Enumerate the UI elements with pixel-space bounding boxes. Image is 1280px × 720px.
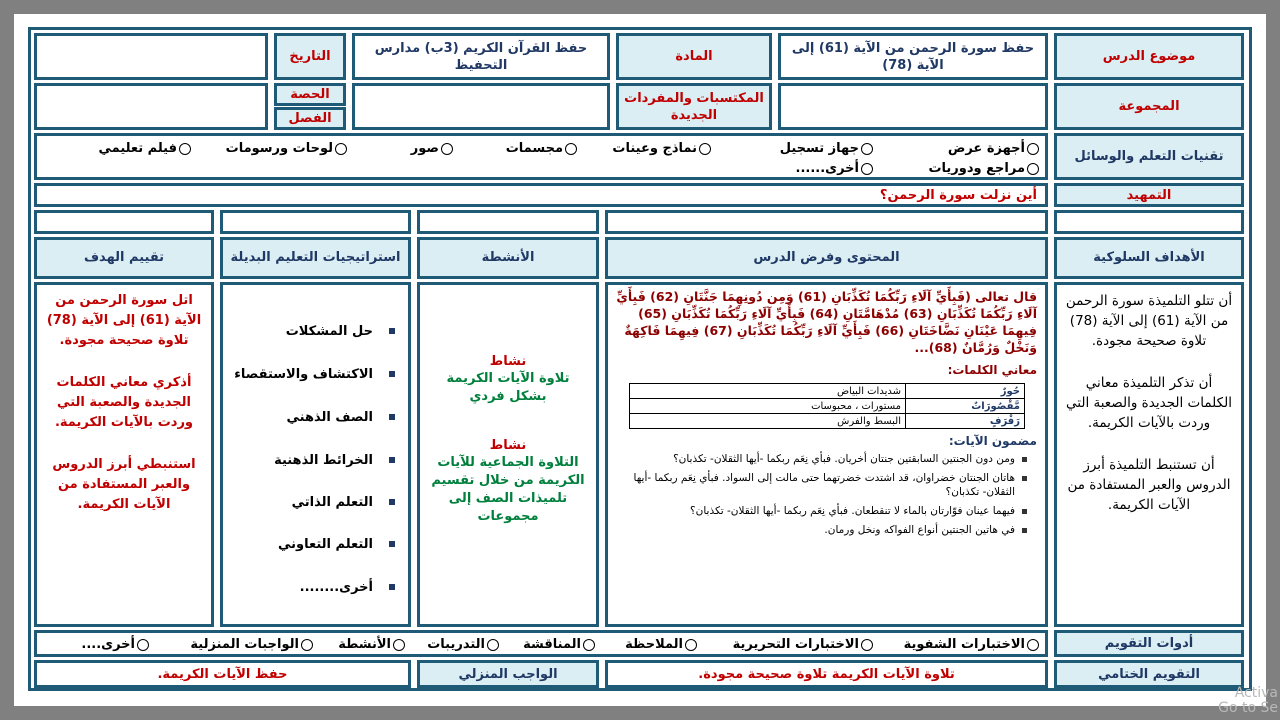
radio-icon[interactable] [179, 143, 191, 155]
bullet-icon [389, 371, 395, 377]
blank-cell [1054, 210, 1244, 234]
word-meanings-table [629, 383, 1025, 429]
radio-icon[interactable] [487, 639, 499, 651]
vocab-value [352, 83, 610, 130]
radio-icon[interactable] [441, 143, 453, 155]
word-cell: مَّقْصُورَاتٌ [906, 399, 1025, 414]
blank-cell [220, 210, 411, 234]
activities-cell [417, 282, 599, 627]
tools-label: تقنيات التعلم والوسائل [1054, 133, 1244, 180]
watermark-line: Go to Se [1218, 700, 1278, 716]
meanings-label: معاني الكلمات: [947, 363, 1037, 377]
assessment-option-written[interactable]: الاختبارات التحريرية [733, 636, 873, 653]
list-item: الصف الذهني [287, 409, 373, 426]
bullet-icon [389, 541, 395, 547]
list-item: هاتان الجنتان خضراوان، قد اشتدت خضرتهما حتى مالت إلى السواد. فبأي نِعَم ربكما -أيها الثقلان- تكذبان؟ [616, 471, 1029, 499]
tool-option-images[interactable]: صور [411, 140, 453, 157]
radio-icon[interactable] [393, 639, 405, 651]
intro-question: أين نزلت سورة الرحمن؟ [34, 183, 1048, 207]
radio-icon[interactable] [861, 639, 873, 651]
evaluation-item: استنبطي أبرز الدروس والعبر المستفادة من الآيات الكريمة. [52, 457, 196, 512]
blank-cell [605, 210, 1048, 234]
homework-value: حفظ الآيات الكريمة. [34, 660, 411, 688]
themes-label: مضمون الآيات: [948, 434, 1037, 448]
header-content: المحتوى وفرض الدرس [605, 237, 1048, 279]
meaning-cell: شديدات البياض [630, 384, 906, 399]
assessment-tools-label: أدوات التقويم [1054, 630, 1244, 657]
assessment-option-discussion[interactable]: المناقشة [523, 636, 595, 653]
tool-option-boards[interactable]: لوحات ورسومات [226, 140, 347, 157]
radio-icon[interactable] [301, 639, 313, 651]
blank-cell [34, 210, 214, 234]
content-cell [605, 282, 1048, 627]
bullet-icon [389, 584, 395, 590]
header-objectives: الأهداف السلوكية [1054, 237, 1244, 279]
period-label: الحصة [274, 83, 346, 106]
header-activities: الأنشطة [417, 237, 599, 279]
bullet-icon [389, 328, 395, 334]
final-evaluation-value: تلاوة الآيات الكريمة تلاوة صحيحة مجودة. [605, 660, 1048, 688]
activity-title: نشاط [489, 438, 527, 453]
group-value [778, 83, 1048, 130]
tool-option-projectors[interactable]: أجهزة عرض [948, 140, 1039, 157]
group-label: المجموعة [1054, 83, 1244, 130]
list-item: حل المشكلات [286, 323, 373, 340]
list-item: فيهما عينان فوّارتان بالماء لا تنقطعان. فبأي نِعَم ربكما -أيها الثقلان- تكذبان؟ [616, 504, 1029, 518]
assessment-tools-options [34, 630, 1048, 657]
radio-icon[interactable] [565, 143, 577, 155]
activity-text: تلاوة الآيات الكريمة بشكل فردي [446, 371, 570, 404]
tool-option-solids[interactable]: مجسمات [506, 140, 577, 157]
radio-icon[interactable] [685, 639, 697, 651]
radio-icon[interactable] [861, 143, 873, 155]
activity-title: نشاط [489, 354, 527, 369]
tool-option-other[interactable]: أخرى...... [796, 160, 873, 177]
blank-cell [417, 210, 599, 234]
bullet-icon [389, 457, 395, 463]
tools-options [34, 133, 1048, 180]
evaluation-item: أذكري معاني الكلمات الجديدة والصعبة التي وردت بالآيات الكريمة. [54, 375, 194, 430]
activity-text: التلاوة الجماعية للآيات الكريمة من خلال تقسيم تلميذات الصف إلى مجموعات [431, 455, 585, 524]
list-item: التعلم الذاتي [292, 494, 373, 511]
verses-text: قال تعالى (فَبِأَيِّ آلَاءِ رَبِّكُمَا تُكَذِّبَانِ (61) وَمِن دُونِهِمَا جَنَّتَانِ (62) فَبِأَيِّ آلَاءِ رَبِّكُمَا تُكَذِّبَانِ (63) مُدْهَامَّتَانِ (64) فَبِأَيِّ آلَاءِ رَبِّكُمَا تُكَذِّبَانِ (65) فِيهِمَا عَيْنَانِ نَضَّاخَتَانِ (66) فَبِأَيِّ آلَاءِ رَبِّكُمَا تُكَذِّبَانِ (67) فِيهِمَا فَاكِهَةٌ وَنَخْلٌ وَرُمَّانٌ (68)... [616, 289, 1037, 355]
evaluation-cell [34, 282, 214, 627]
radio-icon[interactable] [583, 639, 595, 651]
themes-list [616, 452, 1029, 537]
objective-item: أن تستنبط التلميذة أبرز الدروس والعبر المستفادة من الآيات الكريمة. [1067, 457, 1231, 513]
radio-icon[interactable] [335, 143, 347, 155]
meaning-cell: مستورات ، محبوسات [630, 399, 906, 414]
radio-icon[interactable] [861, 163, 873, 175]
word-cell: رَفْرَفٍ [906, 414, 1025, 429]
list-item: التعلم التعاوني [278, 536, 373, 553]
list-item: أخرى........ [300, 579, 373, 596]
list-item: ومن دون الجنتين السابقتين جنتان أخريان. فبأي نِعَم ربكما -أيها الثقلان- تكذبان؟ [616, 452, 1029, 466]
bullet-icon [389, 499, 395, 505]
period-class-value [34, 83, 268, 130]
list-item: الاكتشاف والاستقصاء [234, 366, 373, 383]
word-cell: حُورٌ [906, 384, 1025, 399]
class-label: الفصل [274, 107, 346, 130]
bullet-icon [389, 414, 395, 420]
evaluation-item: اتل سورة الرحمن من الآية (61) إلى الآية (78) تلاوة صحيحة مجودة. [46, 293, 202, 348]
header-evaluation: تقييم الهدف [34, 237, 214, 279]
topic-label: موضوع الدرس [1054, 33, 1244, 80]
tool-option-film[interactable]: فيلم تعليمي [98, 140, 191, 157]
assessment-option-observation[interactable]: الملاحظة [625, 636, 697, 653]
intro-label: التمهيد [1054, 183, 1244, 207]
assessment-option-exercises[interactable]: التدريبات [427, 636, 499, 653]
subject-label: المادة [616, 33, 772, 80]
list-item: الخرائط الذهنية [274, 452, 373, 469]
final-evaluation-label: التقويم الختامي [1054, 660, 1244, 688]
radio-icon[interactable] [1027, 639, 1039, 651]
table-row [630, 414, 1025, 429]
assessment-option-homework[interactable]: الواجبات المنزلية [190, 636, 313, 653]
radio-icon[interactable] [699, 143, 711, 155]
header-strategies: استراتيجيات التعليم البديلة [220, 237, 411, 279]
tool-option-models[interactable]: نماذج وعينات [612, 140, 711, 157]
objective-item: أن تذكر التلميذة معاني الكلمات الجديدة والصعبة التي وردت بالآيات الكريمة. [1066, 375, 1232, 431]
meaning-cell: البسط والفرش [630, 414, 906, 429]
assessment-option-oral[interactable]: الاختبارات الشفوية [904, 636, 1039, 653]
table-row [630, 399, 1025, 414]
homework-label: الواجب المنزلي [417, 660, 599, 688]
tool-option-references[interactable]: مراجع ودوريات [928, 160, 1039, 177]
tool-option-recorder[interactable]: جهاز تسجيل [780, 140, 873, 157]
assessment-option-activities[interactable]: الأنشطة [338, 636, 405, 653]
date-value [34, 33, 268, 80]
list-item: في هاتين الجنتين أنواع الفواكه ونخل ورمان. [616, 523, 1029, 537]
table-row [630, 384, 1025, 399]
radio-icon[interactable] [137, 639, 149, 651]
radio-icon[interactable] [1027, 143, 1039, 155]
vocab-label: المكتسبات والمفردات الجديدة [616, 83, 772, 130]
objective-item: أن تتلو التلميذة سورة الرحمن من الآية (61) إلى الآية (78) تلاوة صحيحة مجودة. [1065, 293, 1233, 349]
watermark-line: Activa [1234, 685, 1278, 701]
strategies-cell [220, 282, 411, 627]
assessment-option-other[interactable]: أخرى.... [81, 636, 149, 653]
objectives-cell [1054, 282, 1244, 627]
radio-icon[interactable] [1027, 163, 1039, 175]
subject-value: حفظ القرآن الكريم (3ب) مدارس التحفيظ [352, 33, 610, 80]
topic-value: حفظ سورة الرحمن من الآية (61) إلى الآية (78) [778, 33, 1048, 80]
date-label: التاريخ [274, 33, 346, 80]
activation-watermark [1218, 686, 1278, 716]
